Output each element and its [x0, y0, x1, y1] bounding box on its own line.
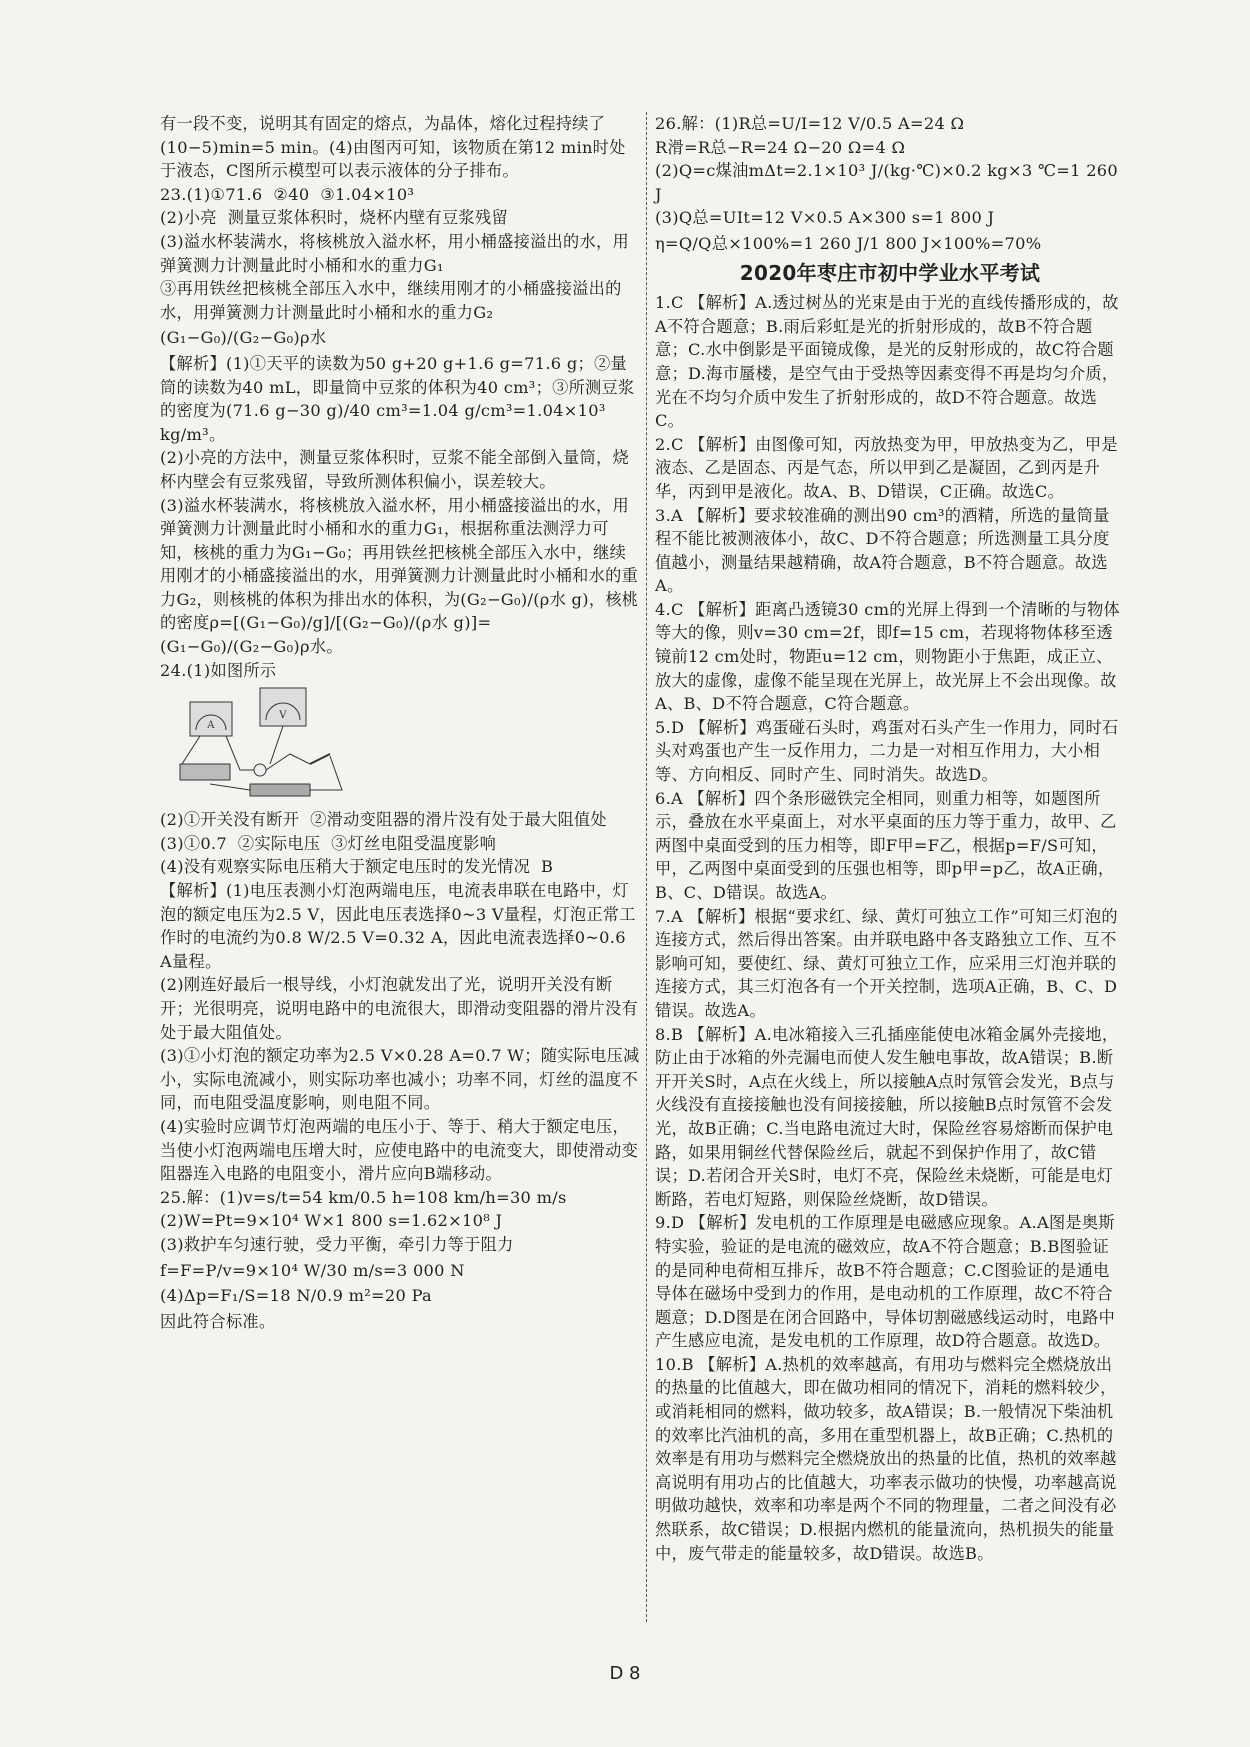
paragraph: (2)①开关没有断开 ②滑动变阻器的滑片没有处于最大阻值处	[160, 810, 607, 830]
question-23-answer: 23.(1)①71.6 ②40 ③1.04×10³	[160, 184, 415, 204]
formula: η=Q/Q总×100%=1 260 J/1 800 J×100%=70%	[655, 233, 1042, 253]
paragraph: (3)①0.7 ②实际电压 ③灯丝电阻受温度影响	[160, 833, 497, 853]
analysis-paragraph: 【解析】(1)电压表测小灯泡两端电压，电流表串联在电路中，灯泡的额定电压为2.5 V，因此电压表选择0~3 V量程，灯泡正常工作时的电流约为0.8 W/2.5 V=0.32 A，因此电流表选择0~0.6 A量程。	[160, 881, 636, 971]
paragraph: 有一段不变，说明其有固定的熔点，为晶体，熔化过程持续了(10−5)min=5 min。(4)由图丙可知，该物质在第12 min时处于液态，C图所示模型可以表示液体的分子排布。	[160, 114, 626, 181]
analysis-paragraph: 【解析】(1)①天平的读数为50 g+20 g+1.6 g=71.6 g；②量筒的读数为40 mL，即量筒中豆浆的体积为40 cm³；③所测豆浆的密度为(71.6 g−30 g)/40 cm³=1.04 g/cm³=1.04×10³ kg/m³。	[160, 353, 635, 444]
paragraph: (4)实验时应调节灯泡两端的电压小于、等于、稍大于额定电压，当使小灯泡两端电压增大时，应使电路中的电流变大，即使滑动变阻器连入电路的电阻变小，滑片应向B端移动。	[160, 1116, 639, 1184]
bulb	[254, 764, 266, 776]
paragraph: (3)①小灯泡的额定功率为2.5 V×0.28 A=0.7 W；随实际电压减小，实际电流减小，则实际功率也减小；功率不同，灯丝的温度不同，而电阻受温度影响，则电阻不同。	[160, 1046, 640, 1113]
svg-text:V: V	[279, 710, 287, 722]
answer-item: 10.B 【解析】A.热机的效率越高，有用功与燃料完全燃烧放出的热量的比值越大，即在做功相同的情况下，消耗的燃料较少，或消耗相同的燃料，做功较多，故A错误；B.一般情况下柴油机的效率比汽油机的高，多用在重型机器上，故B正确；C.热机的效率是有用功与燃料完全燃烧放出的热量的比值，热机的效率越高说明有用功占的比值越大，功率表示做功的快慢，功率越高说明做功越快，效率和功率是两个不同的物理量，二者之间没有必然联系，故C错误；D.根据内燃机的能量流向，热机损失的能量中，废气带走的能量较多，故D错误。故选B。	[655, 1354, 1117, 1563]
paragraph: (2)刚连好最后一根导线，小灯泡就发出了光，说明开关没有断开；光很明亮，说明电路中的电流很大，即滑动变阻器的滑片没有处于最大阻值处。	[160, 975, 639, 1042]
paragraph: 因此符合标准。	[160, 1311, 276, 1331]
paragraph: ③再用铁丝把核桃全部压入水中，继续用刚才的小桶盛接溢出的水，用弹簧测力计测量此时小桶和水的重力G₂	[160, 279, 622, 322]
paragraph: (2)Q=c煤油mΔt=2.1×10³ J/(kg·℃)×0.2 kg×3 ℃=1 260 J	[655, 161, 1124, 204]
circuit-diagram	[170, 684, 360, 804]
paragraph: (2)W=Pt=9×10⁴ W×1 800 s=1.62×10⁸ J	[160, 1211, 503, 1231]
answer-item: 3.A 【解析】要求较准确的测出90 cm³的酒精，所选的量筒量程不能比被测液体小，故C、D不符合题意；所选测量工具分度值越小，测量结果越精确，故A符合题意，B不符合题意。故选A。	[655, 505, 1110, 596]
answer-item: 2.C 【解析】由图像可知，丙放热变为甲，甲放热变为乙，甲是液态、乙是固态、丙是气态，所以甲到乙是凝固，乙到丙是升华，丙到甲是液化。故A、B、D错误，C正确。故选C。	[655, 434, 1118, 501]
answer-item: 5.D 【解析】鸡蛋碰石头时，鸡蛋对石头产生一作用力，同时石头对鸡蛋也产生一反作用力，二力是一对相互作用力，大小相等、方向相反、同时产生、同时消失。故选D。	[655, 717, 1119, 785]
answer-item: 1.C 【解析】A.透过树丛的光束是由于光的直线传播形成的，故A不符合题意；B.雨后彩虹是光的折射形成的，故B不符合题意；C.水中倒影是平面镜成像，是光的反射形成的，故C符合题意；D.海市蜃楼，是空气由于受热等因素变得不再是均匀介质，光在不均匀介质中发生了折射形成的，故D不符合题意。故选C。	[655, 293, 1119, 431]
question-25-answer: 25.解：(1)v=s/t=54 km/0.5 h=108 km/h=30 m/s	[160, 1187, 567, 1207]
svg-text:A: A	[207, 720, 215, 732]
rheostat	[180, 764, 230, 780]
formula: (4)Δp=F₁/S=18 N/0.9 m²=20 Pa	[160, 1286, 432, 1306]
answer-item: 8.B 【解析】A.电冰箱接入三孔插座能使电冰箱金属外壳接地，防止由于冰箱的外壳漏电而使人发生触电事故，故A错误；B.断开开关S时，A点在火线上，所以接触A点时氖管会发光，B点与火线没有直接接触也没有间接接触，所以接触B点时氖管不会发光，故B正确；C.当电路电流过大时，保险丝容易熔断而保护电路，如果用铜丝代替保险丝后，就起不到保护作用了，故C错误；D.若闭合开关S时，电灯不亮，保险丝未烧断，可能是电灯断路，若电灯短路，则保险丝烧断，故D错误。	[655, 1024, 1119, 1209]
battery	[250, 784, 310, 796]
paragraph: (2)小亮 测量豆浆体积时，烧杯内壁有豆浆残留	[160, 208, 508, 228]
switch	[310, 754, 330, 764]
answer-item: 6.A 【解析】四个条形磁铁完全相同，则重力相等，如题图所示，叠放在水平桌面上，对水平桌面的压力等于重力，故甲、乙两图中桌面受到的压力相等，即F甲=F乙，根据p=F/S可知，甲，乙两图中桌面受到的压强也相等，即p甲=p乙，故A正确，B、C、D错误。故选A。	[655, 788, 1117, 902]
left-column	[160, 112, 640, 1333]
page-number: D 8	[609, 1663, 641, 1684]
paragraph: (3)救护车匀速行驶，受力平衡，牵引力等于阻力	[160, 1234, 514, 1254]
question-26-answer: 26.解：(1)R总=U/I=12 V/0.5 A=24 Ω	[655, 114, 965, 133]
right-column	[655, 112, 1125, 1565]
paragraph: (3)Q总=UIt=12 V×0.5 A×300 s=1 800 J	[655, 208, 995, 228]
answer-item: 4.C 【解析】距离凸透镜30 cm的光屏上得到一个清晰的与物体等大的像，则v=30 cm=2f，即f=15 cm，若现将物体移至透镜前12 cm处时，物距u=12 cm，则物距小于焦距，成正立、放大的虚像，虚像不能呈现在光屏上，故光屏上不会出现像。故A、B、D不符合题意，C符合题意。	[655, 599, 1121, 714]
formula: f=F=P/v=9×10⁴ W/30 m/s=3 000 N	[160, 1260, 465, 1280]
column-divider	[646, 112, 648, 1622]
paragraph: (2)小亮的方法中，测量豆浆体积时，豆浆不能全部倒入量筒，烧杯内壁会有豆浆残留，导致所测体积偏小，误差较大。	[160, 448, 629, 491]
answer-item: 9.D 【解析】发电机的工作原理是电磁感应现象。A.A图是奥斯特实验，验证的是电流的磁效应，故A不符合题意；B.B图验证的是同种电荷相互排斥，故B不符合题意；C.C图验证的是通电导体在磁场中受到力的作用，是电动机的工作原理，故C不符合题意；D.D图是在闭合回路中，导体切割磁感线运动时，电路中产生感应电流，是发电机的工作原理，故D符合题意。故选D。	[655, 1213, 1116, 1351]
paragraph: (3)溢水杯装满水，将核桃放入溢水杯，用小桶盛接溢出的水，用弹簧测力计测量此时小桶和水的重力G₁，根据称重法测浮力可知，核桃的重力为G₁−G₀；再用铁丝把核桃全部压入水中，继续用刚才的小桶盛接溢出的水，用弹簧测力计测量此时小桶和水的重力G₂，则核桃的体积为排出水的体积，为(G₂−G₀)/(ρ水 g)，核桃的密度ρ=[(G₁−G₀)/g]/[(G₂−G₀)/(ρ水 g)]=(G₁−G₀)/(G₂−G₀)ρ水。	[160, 495, 639, 657]
paragraph: R滑=R总−R=24 Ω−20 Ω=4 Ω	[655, 137, 906, 157]
section-title: 2020年枣庄市初中学业水平考试	[739, 260, 1041, 285]
answer-item: 7.A 【解析】根据“要求红、绿、黄灯可独立工作”可知三灯泡的连接方式，然后得出答案。由并联电路中各支路独立工作、互不影响可知，要使红、绿、黄灯可独立工作，应采用三灯泡并联的连接方式，其三灯泡各有一个开关控制，选项A正确，B、C、D错误。故选A。	[655, 906, 1118, 1020]
paragraph: (4)没有观察实际电压稍大于额定电压时的发光情况 B	[160, 857, 554, 877]
question-24-answer: 24.(1)如图所示	[160, 660, 277, 680]
formula: (G₁−G₀)/(G₂−G₀)ρ水	[160, 328, 327, 348]
paragraph: (3)溢水杯装满水，将核桃放入溢水杯，用小桶盛接溢出的水，用弹簧测力计测量此时小桶和水的重力G₁	[160, 231, 629, 275]
